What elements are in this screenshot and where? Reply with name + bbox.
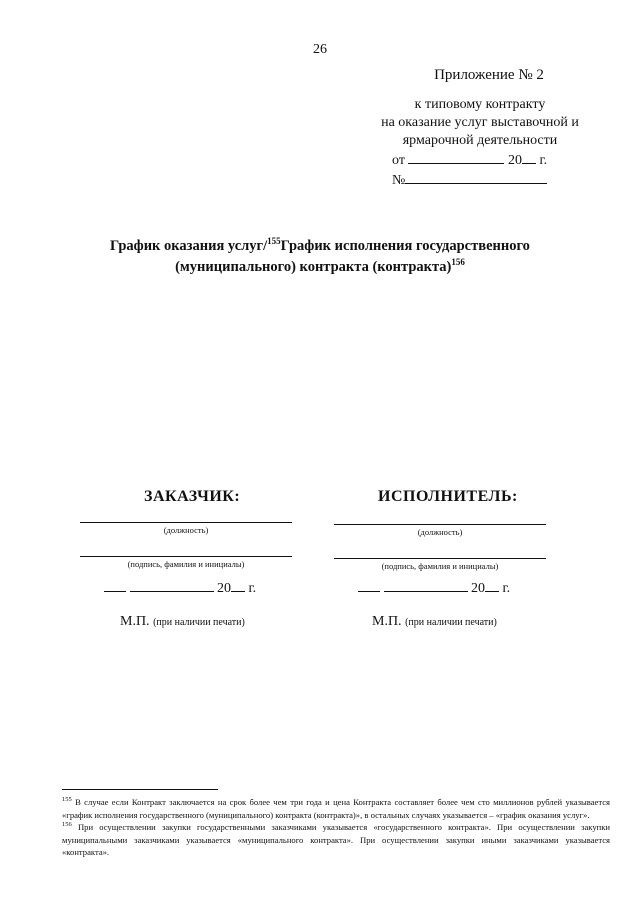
contractor-day-blank: [358, 578, 380, 592]
footnote-text: При осуществлении закупки государственными заказчиками указывается «государственного контракта». При осуществлении закупки муниципальными заказчиками указывается «муниципального контракта». При осуществлении закупки иными заказчиками указывается «контракта».: [62, 822, 611, 857]
customer-stamp-label: М.П.: [120, 614, 150, 629]
footnote-separator: [62, 789, 218, 790]
contractor-year: 20: [471, 581, 485, 596]
document-heading: [80, 236, 560, 278]
appendix-line-2: на оказание услуг выставочной и: [381, 115, 579, 130]
customer-signature-caption: (подпись, фамилия и инициалы): [127, 559, 245, 569]
contractor-year-suffix: г.: [502, 581, 511, 596]
number-prefix: №: [392, 173, 406, 188]
customer-year: 20: [217, 581, 231, 596]
appendix-title: Приложение № 2: [434, 67, 544, 83]
customer-signature-line: [80, 556, 292, 557]
appendix-line-1: к типовому контракту: [414, 97, 546, 112]
page-number: 26: [313, 42, 327, 57]
footnote-156: [62, 821, 610, 859]
contractor-title: ИСПОЛНИТЕЛЬ:: [378, 488, 518, 505]
contractor-stamp-label: М.П.: [372, 614, 402, 629]
footnote-marker: 155: [62, 796, 72, 804]
heading-part-2: График исполнения государственного: [280, 238, 530, 254]
customer-position-caption: (должность): [163, 525, 209, 535]
footnotes: [62, 796, 610, 859]
contractor-date-line: [358, 578, 510, 597]
appendix-line-3: ярмарочной деятельности: [402, 133, 558, 148]
customer-year-blank: [231, 578, 245, 592]
customer-date-line: [104, 578, 256, 597]
date-suffix: г.: [539, 153, 548, 168]
appendix-block: [360, 66, 600, 190]
appendix-number-line: [360, 170, 600, 190]
customer-year-suffix: г.: [248, 581, 257, 596]
contractor-stamp-note: (при наличии печати): [405, 617, 497, 628]
customer-position-line: [80, 522, 292, 523]
customer-month-blank: [130, 578, 214, 592]
number-blank: [405, 170, 547, 184]
date-prefix: от: [392, 153, 405, 168]
footnote-155: [62, 796, 610, 821]
customer-day-blank: [104, 578, 126, 592]
footnote-ref-155: 155: [267, 236, 281, 247]
footnote-ref-156: 156: [451, 257, 465, 268]
appendix-date-line: [360, 150, 600, 170]
footnote-marker: 156: [62, 821, 72, 829]
contractor-signature-caption: (подпись, фамилия и инициалы): [381, 561, 499, 571]
heading-part-3: (муниципального) контракта (контракта): [175, 259, 452, 275]
date-blank: [408, 150, 504, 164]
heading-line-2: [80, 257, 560, 278]
contractor-month-blank: [384, 578, 468, 592]
customer-stamp: [120, 614, 245, 630]
footnote-text: В случае если Контракт заключается на срок более чем три года и цена Контракта составляет более чем сто миллионов рублей указывается «график исполнения государственного (муниципального) контракта (контракта)», в остальных случаях указывается – «график оказания услуг».: [62, 797, 610, 820]
contractor-stamp: [372, 614, 497, 630]
contractor-position-line: [334, 524, 546, 525]
year-blank: [522, 150, 536, 164]
date-year: 20: [507, 153, 522, 168]
customer-stamp-note: (при наличии печати): [153, 617, 245, 628]
heading-line-1: [80, 236, 560, 257]
contractor-signature-line: [334, 558, 546, 559]
customer-title: ЗАКАЗЧИК:: [144, 488, 241, 505]
contractor-position-caption: (должность): [417, 527, 463, 537]
contractor-year-blank: [485, 578, 499, 592]
heading-part-1: График оказания услуг/: [110, 238, 268, 254]
